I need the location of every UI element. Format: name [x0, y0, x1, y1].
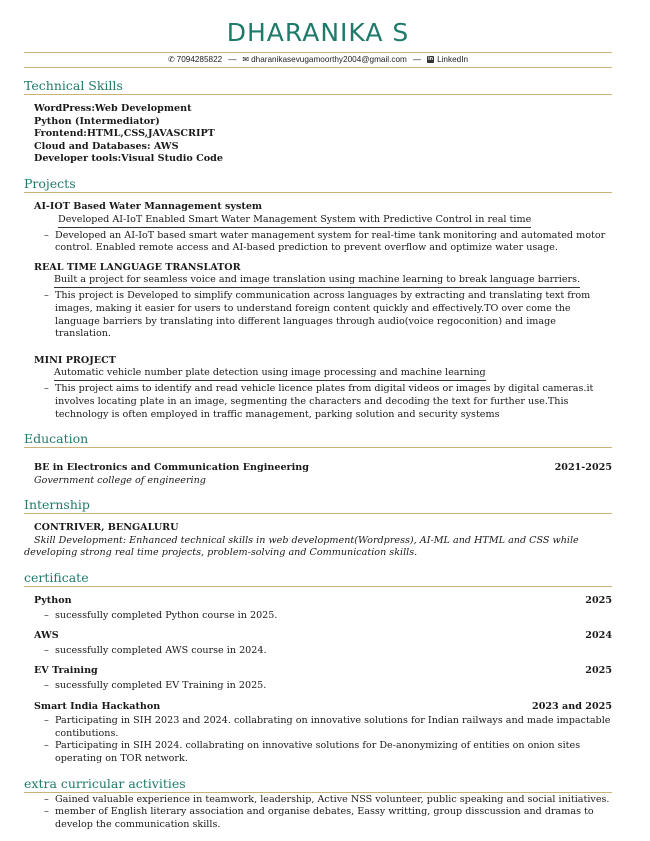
internship-description: Skill Development: Enhanced technical skills in web development(Wordpress), AI-ML and HTML and CSS while developing strong real time projects, problem-solving and Communication skills.: [24, 534, 579, 559]
certificate-row: [34, 665, 612, 678]
certificate-name: AWS: [34, 630, 59, 642]
project-bullet: – This project is Developed to simplify communication across languages by extracting and translating text from images, making it easier for users to understand foreign content quickly and effectively.TO over come the language barriers by translating into different languages through audio(voice regoconition) and image translation.: [44, 290, 612, 340]
project-title: REAL TIME LANGUAGE TRANSLATOR: [34, 261, 241, 273]
contact-bar: [24, 53, 612, 67]
education-years: 2021-2025: [554, 462, 612, 474]
education-row: [34, 462, 612, 475]
activity-bullet: – member of English literary association and organise debates, Eassy writting, group disscussion and dramas to develop the communication skills.: [44, 806, 612, 831]
certificate-bullet: – Participating in SIH 2023 and 2024. collabrating on innovative solutions for Indian railways and made impactable contibutions.: [44, 715, 612, 740]
resume-page: [24, 0, 612, 831]
degree: BE in Electronics and Communication Engineering: [34, 462, 309, 474]
project-bullet: – Developed an AI-IoT based smart water management system for real-time tank monitoring and automated motor control. Enabled remote access and AI-based prediction to prevent overflow and optimize water usage.: [44, 230, 612, 255]
project-subtitle: Built a project for seamless voice and image translation using machine learning to break language barriers.: [54, 274, 580, 288]
project-subtitle: Developed AI-IoT Enabled Smart Water Management System with Predictive Control in real time: [58, 214, 531, 228]
certificate-row: [34, 595, 612, 608]
certificate-year: 2025: [585, 665, 612, 677]
section-title-extracurricular: extra curricular activities: [24, 776, 612, 793]
certificate-row: [34, 701, 612, 714]
certificate-name: Smart India Hackathon: [34, 700, 161, 712]
project-bullet: – This project aims to identify and read vehicle licence plates from digital videos or images by digital cameras.it involves locating plate in an image, segmenting the characters and decoding the text for further use.This technology is often employed in traffic management, parking solution and security systems: [44, 383, 612, 421]
project-title: AI-IOT Based Water Mannagement system: [34, 200, 263, 212]
skill-item: Python (Intermediator): [34, 115, 160, 127]
certificate-bullet: – sucessfully completed EV Training in 2025.: [44, 680, 612, 693]
separator: —: [412, 55, 422, 64]
certificate-row: [34, 630, 612, 643]
certificate-bullet: – sucessfully completed Python course in 2025.: [44, 610, 612, 623]
skill-item: Developer tools:Visual Studio Code: [34, 153, 223, 165]
linkedin-icon: in: [428, 56, 433, 63]
skill-item: Frontend:HTML,CSS,JAVASCRIPT: [34, 128, 215, 140]
linkedin-link[interactable]: LinkedIn: [437, 55, 469, 64]
activity-bullet: – Gained valuable experience in teamwork, leadership, Active NSS volunteer, public speaking and social initiatives.: [44, 794, 612, 807]
projects-list: [24, 201, 612, 421]
email-icon: ✉: [242, 55, 250, 64]
email-link[interactable]: dharanikasevugamoorthy2004@gmail.com: [251, 55, 407, 64]
candidate-name: DHARANIKA S: [226, 18, 410, 47]
certificate-name: EV Training: [34, 665, 98, 677]
separator: —: [228, 55, 237, 64]
skill-item: Cloud and Databases: AWS: [34, 140, 179, 152]
section-title-education: Education: [24, 431, 612, 448]
certificate-year: 2025: [585, 595, 612, 607]
section-title-technical-skills: Technical Skills: [24, 78, 612, 95]
skill-item: WordPress:Web Development: [34, 103, 192, 114]
project-title: MINI PROJECT: [34, 354, 116, 366]
contact-divider: [24, 67, 612, 68]
certificate-list: [24, 595, 612, 766]
section-title-internship: Internship: [24, 497, 612, 514]
section-title-certificate: certificate: [24, 570, 612, 587]
phone-number[interactable]: 7094285822: [176, 55, 223, 64]
college-name: Government college of engineering: [34, 474, 206, 486]
certificate-bullet: – Participating in SIH 2024. collabrating on innovative solutions for De-anonymizing of entities on onion sites operating on TOR network.: [44, 740, 612, 765]
certificate-year: 2024: [585, 630, 612, 642]
internship-company: CONTRIVER, BENGALURU: [34, 522, 179, 534]
certificate-bullet: – sucessfully completed AWS course in 2024.: [44, 645, 612, 658]
internship-entry: [24, 522, 612, 560]
certificate-year: 2023 and 2025: [532, 700, 612, 712]
section-title-projects: Projects: [24, 176, 612, 193]
education-entry: [24, 462, 612, 487]
extracurricular-list: [24, 794, 612, 832]
skills-list: [24, 103, 612, 166]
certificate-name: Python: [34, 595, 72, 607]
phone-icon: ✆: [167, 55, 175, 64]
project-subtitle: Automatic vehicle number plate detection using image processing and machine learning: [54, 367, 486, 381]
